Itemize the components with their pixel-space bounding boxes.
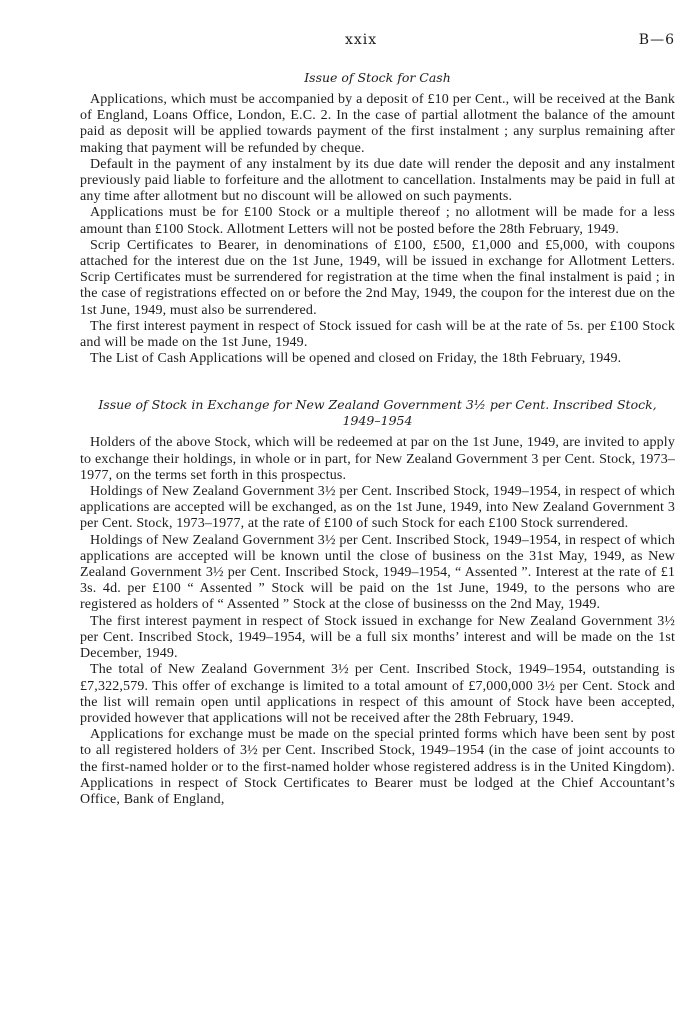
page-reference: B—6 [638, 32, 675, 48]
section-issue-in-exchange [80, 397, 675, 808]
page-number: xxix [345, 32, 378, 48]
paragraph: Scrip Certificates to Bearer, in denominations of £100, £500, £1,000 and £5,000, with coupons attached for the interest due on the 1st June, 1949, will be issued in exchange for Allotment Letters. Scrip Certificates must be surrendered for registration at the time when the final instalment is paid ; in the case of registrations effected on or before the 2nd May, 1949, the coupon for the interest due on the 1st June, 1949, must also be surrendered. [80, 237, 675, 318]
paragraph: Applications must be for £100 Stock or a multiple thereof ; no allotment will be made for a less amount than £100 Stock. Allotment Letters will not be posted before the 28th February, 1949. [80, 205, 675, 237]
page-header [80, 28, 675, 52]
paragraph: Applications for exchange must be made on the special printed forms which have been sent by post to all registered holders of 3½ per Cent. Inscribed Stock, 1949–1954 (in the case of joint accounts to the first-named holder or to the first-named holder whose registered address is in the United Kingdom). Applications in respect of Stock Certificates to Bearer must be lodged at the Chief Accountant’s Office, Bank of England, [80, 727, 675, 807]
section-issue-for-cash [80, 70, 675, 367]
paragraph: The List of Cash Applications will be opened and closed on Friday, the 18th February, 1949. [90, 351, 622, 367]
section-heading-line: Issue of Stock in Exchange for New Zealand Government 3½ per Cent. Inscribed Stock, [98, 397, 657, 413]
section-heading-line: 1949–1954 [342, 413, 413, 429]
paragraph: Default in the payment of any instalment by its due date will render the deposit and any instalment previously paid liable to forfeiture and the allotment to cancellation. Instalments may be paid in full at any time after allotment but no discount will be allowed on such payments. [80, 156, 675, 205]
paragraph: Holders of the above Stock, which will be redeemed at par on the 1st June, 1949, are invited to apply to exchange their holdings, in whole or in part, for New Zealand Government 3 per Cent. Stock, 1973–1977, on the terms set forth in this prospectus. [80, 435, 675, 483]
section-heading: Issue of Stock for Cash [304, 70, 451, 85]
paragraph: The first interest payment in respect of Stock issued in exchange for New Zealand Government 3½ per Cent. Inscribed Stock, 1949–1954, will be a full six months’ interest and will be made on the 1st December, 1949. [80, 613, 675, 662]
paragraph: The first interest payment in respect of Stock issued for cash will be at the rate of 5s. per £100 Stock and will be made on the 1st June, 1949. [80, 318, 675, 351]
paragraph: The total of New Zealand Government 3½ per Cent. Inscribed Stock, 1949–1954, outstanding is £7,322,579. This offer of exchange is limited to a total amount of £7,000,000 3½ per Cent. Stock and the list will remain open until applications in respect of this amount of Stock have been accepted, provided however that applications will not be received after the 28th February, 1949. [80, 662, 675, 726]
paragraph: Applications, which must be accompanied by a deposit of £10 per Cent., will be received at the Bank of England, Loans Office, London, E.C. 2. In the case of partial allotment the balance of the amount paid as deposit will be applied towards payment of the first instalment ; any surplus remaining after making that payment will be refunded by cheque. [80, 92, 675, 156]
paragraph: Holdings of New Zealand Government 3½ per Cent. Inscribed Stock, 1949–1954, in respect of which applications are accepted will be exchanged, as on the 1st June, 1949, into New Zealand Government 3 per Cent. Stock, 1973–1977, at the rate of £100 of such Stock for each £100 Stock surrendered. [80, 484, 675, 532]
section-heading [80, 397, 675, 429]
paragraph: Holdings of New Zealand Government 3½ per Cent. Inscribed Stock, 1949–1954, in respect of which applications are accepted will be known until the close of business on the 31st May, 1949, as New Zealand Government 3½ per Cent. Inscribed Stock, 1949–1954, “ Assented ”. Interest at the rate of £1 3s. 4d. per £100 “ Assented ” Stock will be paid on the 1st June, 1949, to the persons who are registered as holders of “ Assented ” Stock at the close of businesss on the 2nd May, 1949. [80, 532, 675, 613]
document-page [80, 28, 675, 808]
